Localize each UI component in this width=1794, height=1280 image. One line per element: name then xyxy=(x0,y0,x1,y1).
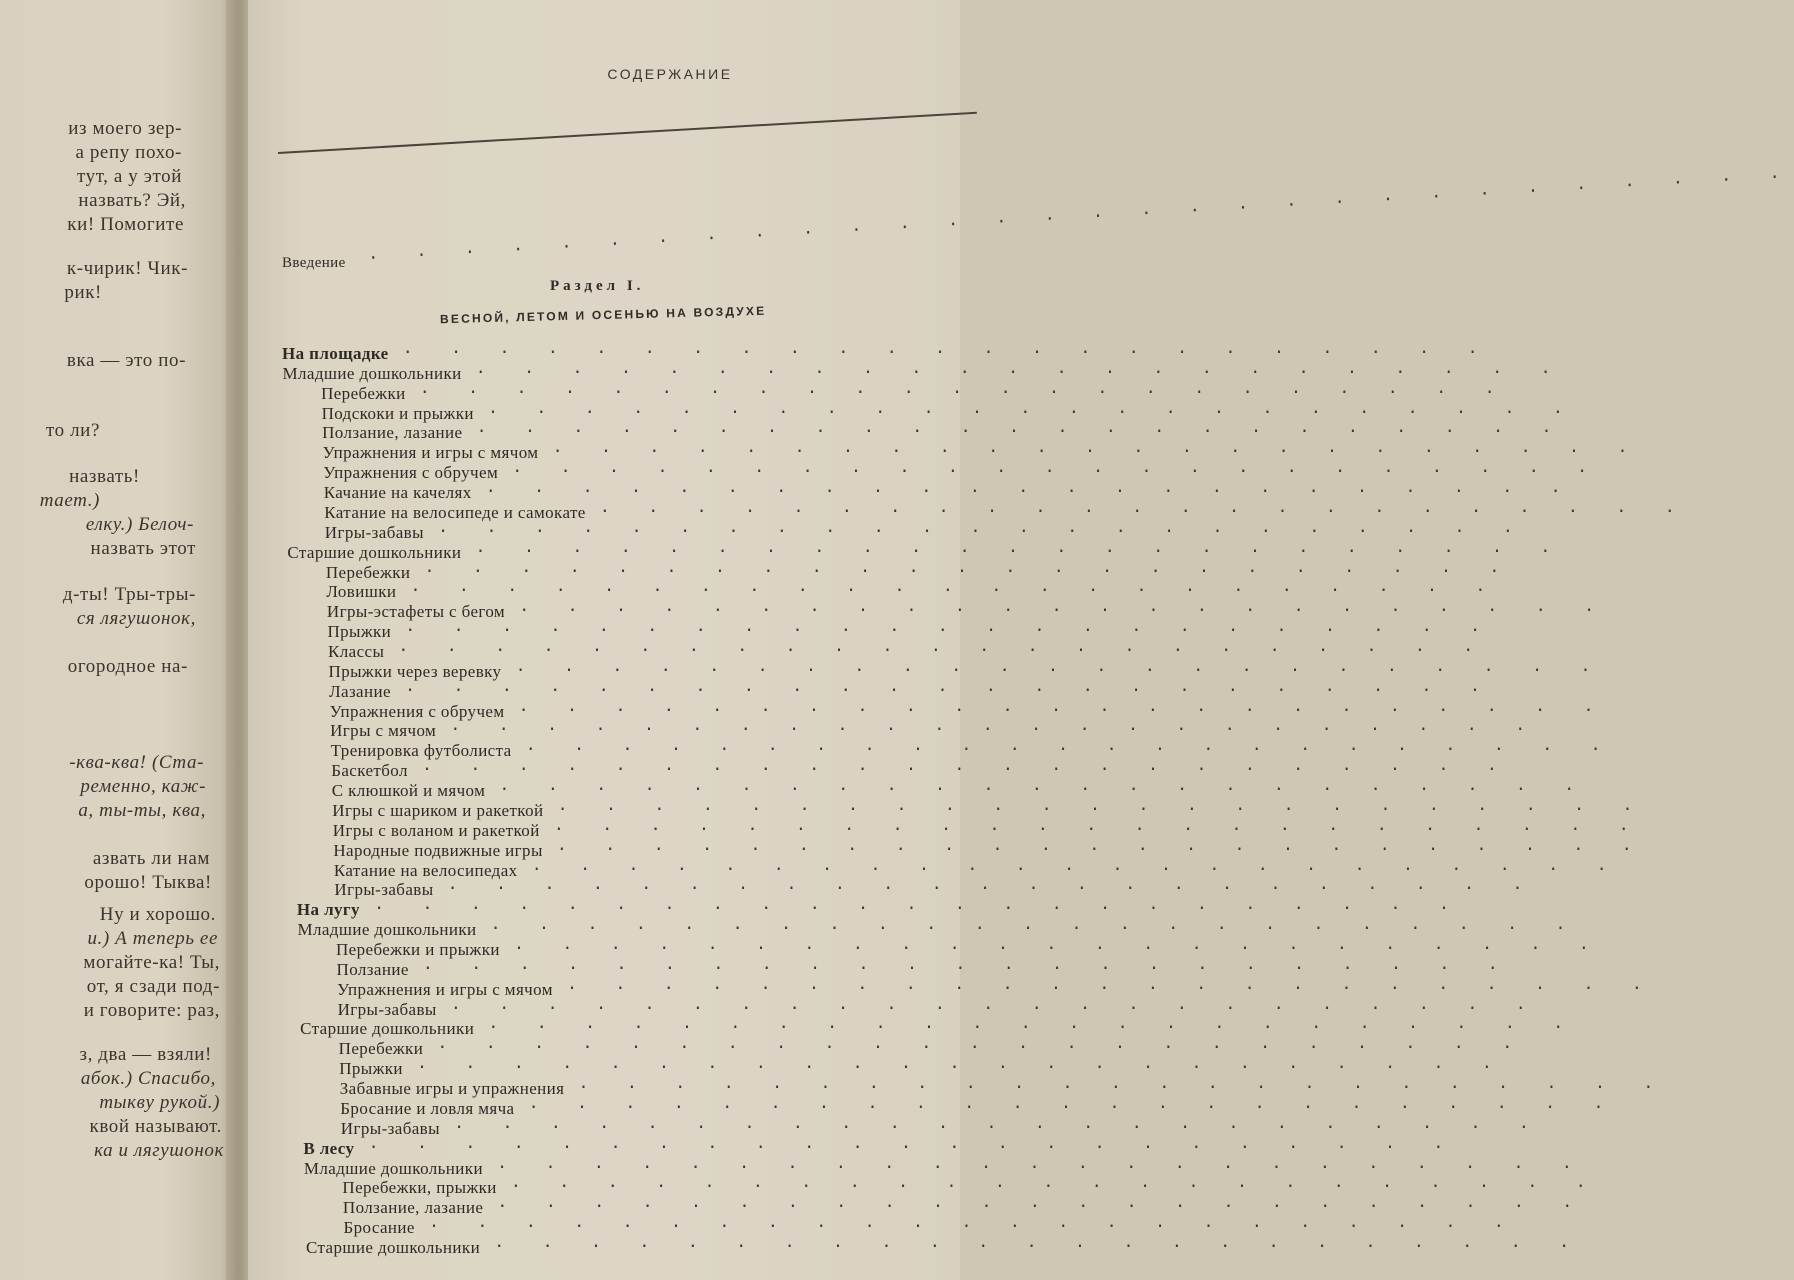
toc-entry: Перебежки xyxy=(338,1039,424,1059)
left-text-line: могайте-ка! Ты, xyxy=(83,952,220,973)
toc-entry: Классы xyxy=(328,642,385,661)
toc-leader: . . . . . . . . . . . . . . . . . . . . . . . xyxy=(485,479,1575,499)
left-text-line: и.) А теперь ее xyxy=(87,928,218,949)
toc-entry: Перебежки xyxy=(325,562,411,582)
toc-leader: . . . . . . . . . . . . . . . . . . . . . . . xyxy=(510,1174,1600,1194)
toc-leader: . . . . . . . . . . . . . . . . . . . . . . . xyxy=(557,796,1647,816)
toc-entry: Игры-забавы xyxy=(324,522,424,542)
toc-leader: . . . . . . . . . . . . . . . . . . . . . . . xyxy=(368,1134,1458,1154)
toc-entry: Упражнения и игры с мячом xyxy=(322,443,539,463)
toc-entry: Игры-забавы xyxy=(337,999,437,1019)
toc-leader: . . . . . . . . . . . . . . . . . . . . . . . xyxy=(424,558,1514,578)
toc-leader: . . . . . . . . . . . . . . . . . . . . . . . xyxy=(410,578,1500,598)
toc-entry: Игры-забавы xyxy=(334,880,434,900)
toc-leader: . . . . . . . . . . . . . . . . . . . . . . . xyxy=(476,419,1566,439)
toc-leader: . . . . . . . . . . . . . . . . . . . . . . . xyxy=(528,1094,1618,1114)
left-text-line: абок.) Спасибо, xyxy=(80,1068,216,1089)
toc-entry: Упражнения с обручем xyxy=(329,701,505,721)
toc-leader: . . . . . . . . . . . . . . . . . . . . . . . xyxy=(519,598,1609,618)
toc-leader: . . . . . . . . . . . . . . . . . . . . . . . xyxy=(453,1114,1544,1134)
left-text-line: ка и лягушонок xyxy=(94,1140,224,1161)
toc-section-heading: На площадке xyxy=(282,344,389,363)
toc-leader: . . . . . . . . . . . . . . . . . . . . . . . xyxy=(552,439,1642,459)
toc-leader: . . . . . . . . . . . . . . . . . . . . . . . xyxy=(513,936,1603,955)
toc-leader: . . . . . . . . . . . . . . . . . . . . . . . xyxy=(404,677,1495,697)
toc-leader: . . . . . . . . . . . . . . . . . . . . . . . xyxy=(490,916,1580,936)
left-text-line: ся лягушонок, xyxy=(76,608,196,629)
toc-leader: . . . . . . . . . . . . . . . . . . . . . . . xyxy=(488,1015,1578,1035)
toc-entry: Народные подвижные игры xyxy=(333,840,543,860)
left-text-line: из моего зер- xyxy=(68,118,182,139)
left-text-line: орошо! Тыква! xyxy=(84,872,212,893)
toc-entry: С клюшкой и мячом xyxy=(331,781,486,801)
toc-leader: . . . . . . . . . . . . . . . . . . . . . . . xyxy=(512,459,1602,479)
toc-entry: Упражнения и игры с мячом xyxy=(337,979,553,999)
toc-leader: . . . . . . . . . . . . . . . . . . . . . . . xyxy=(405,618,1495,638)
toc-entry: Ползание, лазание xyxy=(322,423,463,443)
left-text-line: а, ты-ты, ква, xyxy=(78,800,206,821)
toc-title: СОДЕРЖАНИЕ xyxy=(607,66,733,82)
toc-entry: Игры с воланом и ракеткой xyxy=(332,820,540,840)
left-page xyxy=(0,0,232,1280)
toc-entry: Тренировка футболиста xyxy=(330,741,512,761)
toc-leader: . . . . . . . . . . . . . . . . . . . . . . . xyxy=(398,638,1488,657)
toc-entry: Игры с шариком и ракеткой xyxy=(332,800,544,820)
left-text-line: назвать этот xyxy=(90,538,196,559)
toc-leader: . . . . . . . . . . . . . . . . . . . . . . . xyxy=(525,737,1615,757)
left-text-line: от, я сзади под- xyxy=(86,976,220,997)
toc-entry: Бросание xyxy=(343,1218,415,1238)
toc-leader: . . . . . . . . . . . . . . . . . . . . . . . xyxy=(447,876,1537,896)
toc-entry: Катание на велосипедах xyxy=(333,860,518,880)
left-text-line: вка — это по- xyxy=(66,350,186,371)
left-text-line: к-чирик! Чик- xyxy=(66,258,188,279)
toc-entry: Упражнения с обручем xyxy=(323,463,499,483)
title-rule xyxy=(278,112,977,154)
toc-group-heading: Младшие дошкольники xyxy=(297,920,477,940)
toc-entry: Бросание и ловля мяча xyxy=(340,1098,515,1118)
toc-leader: . . . . . . . . . . . . . . . . . . . . . . . xyxy=(599,498,1689,518)
toc-leader: . . . . . . . . . . . . . . . . . . . . . . . xyxy=(450,717,1540,737)
left-text-line: квой называют. xyxy=(89,1116,222,1137)
toc-leader: . . . . . . . . . . . . . . . . . . . . . . . xyxy=(422,955,1512,975)
toc-leader: . . . . . . . . . . . . . . . . . . . . . . . xyxy=(578,1075,1668,1095)
section-number: Раздел I. xyxy=(550,278,645,294)
toc-leader: . . . . . . . . . . . . . . . . . . . . . . . xyxy=(499,777,1589,797)
toc-leader: . . . . . . . . . . . . . . . . . . . . . . . xyxy=(437,1035,1527,1055)
toc-entry: Забавные игры и упражнения xyxy=(339,1079,565,1099)
toc-leader: . . . . . . . . . . . . . . . . . . . . . . . xyxy=(428,1214,1518,1234)
toc-section-heading: В лесу xyxy=(303,1138,355,1158)
toc-group-heading: Старшие дошкольники xyxy=(306,1238,481,1257)
toc-leader: . . . . . . . . . . . . . . . . . . . . . . . xyxy=(518,697,1608,717)
left-text-line: тыкву рукой.) xyxy=(99,1092,220,1113)
toc-leader: . . . . . . . . . . . . . . . . . . . . . . . xyxy=(421,757,1511,777)
toc-leader: . . . . . . . . . . . . . . . . . . . . . . . xyxy=(515,657,1605,677)
left-text-line: а репу похо- xyxy=(75,142,182,163)
toc-entry: Перебежки, прыжки xyxy=(342,1178,497,1198)
toc-intro: Введение xyxy=(282,255,346,271)
toc-entry: Подскоки и прыжки xyxy=(321,403,474,423)
toc-leader: . . . . . . . . . . . . . . . . . . . . . . . xyxy=(475,359,1565,379)
left-text-line: Ну и хорошо. xyxy=(99,904,216,925)
left-text-line: и говорите: раз, xyxy=(83,1000,220,1021)
toc-leader: . . . . . . . . . . . . . . . . . . . . . . . xyxy=(553,816,1643,836)
toc-leader: . . . . . . . . . . . . . . . . . . . . . . . xyxy=(437,518,1528,538)
left-text-line: д-ты! Тры-тры- xyxy=(62,584,196,605)
toc-leader: . . . . . . . . . . . . . . . . . . . . . . . xyxy=(556,836,1646,856)
left-text-line: ки! Помогите xyxy=(67,214,184,235)
toc-entry: Ползание, лазание xyxy=(342,1198,484,1218)
right-page xyxy=(248,0,1794,1280)
toc-entry: Прыжки xyxy=(339,1059,403,1079)
toc-group-heading: Старшие дошкольники xyxy=(300,1019,475,1039)
toc-section-heading: На лугу xyxy=(296,900,360,920)
left-text-line: тут, а у этой xyxy=(76,166,182,187)
toc-entry: Перебежки и прыжки xyxy=(336,940,500,959)
section-title: ВЕСНОЙ, ЛЕТОМ И ОСЕНЬЮ НА ВОЗДУХЕ xyxy=(439,303,767,327)
toc-leader: . . . . . . . . . . . . . . . . . . . . . . . xyxy=(497,1194,1587,1214)
toc-group-heading: Младшие дошкольники xyxy=(282,363,462,383)
toc-leader: . . . . . . . . . . . . . . . . . . . . . . . xyxy=(373,896,1464,916)
left-text-line: назвать! xyxy=(69,466,140,487)
toc-entry: Катание на велосипеде и самокате xyxy=(324,502,586,522)
toc-leader: . . . . . . . . . . . . . . . . . . . . . . . xyxy=(566,975,1656,995)
left-text-line: тает.) xyxy=(39,490,100,511)
toc-leader: . . . . . . . . . . . . . . . . . . . . . . . xyxy=(416,1055,1506,1075)
toc-leader: . . . . . . . . . . . . . . . . . . . . . . . xyxy=(487,399,1577,419)
toc-leader: . . . . . . . . . . . . . . . . . . . . . . . . . . . . . . xyxy=(367,163,1794,265)
toc-group-heading: Старшие дошкольники xyxy=(287,542,462,562)
left-text-line: азвать ли нам xyxy=(92,848,210,869)
toc-entry: Ползание xyxy=(336,959,409,979)
toc-entry: Ловишки xyxy=(326,582,397,602)
left-text-line: елку.) Белоч- xyxy=(85,514,194,535)
toc-entry: Перебежки xyxy=(321,383,406,403)
toc-entry: Игры с мячом xyxy=(330,721,437,741)
left-text-line: -ква-ква! (Ста- xyxy=(69,752,204,773)
toc-entry: Качание на качелях xyxy=(323,483,472,503)
toc-entry: Баскетбол xyxy=(331,761,408,781)
toc-leader: . . . . . . . . . . . . . . . . . . . . . . . xyxy=(496,1154,1587,1174)
left-text-line: з, два — взяли! xyxy=(79,1044,212,1065)
left-text-line: рик! xyxy=(64,282,102,303)
toc-leader: . . . . . . . . . . . . . . . . . . . . . . . xyxy=(531,856,1621,876)
toc-entry: Игры-эстафеты с бегом xyxy=(326,602,506,622)
toc-entry: Прыжки xyxy=(327,622,392,642)
toc-leader: . . . . . . . . . . . . . . . . . . . . . . . xyxy=(494,1234,1584,1253)
left-text-line: ременно, каж- xyxy=(80,776,206,797)
left-text-line: огородное на- xyxy=(67,656,188,677)
left-text-line: назвать? Эй, xyxy=(78,190,186,211)
toc-leader: . . . . . . . . . . . . . . . . . . . . . . . xyxy=(450,995,1540,1015)
left-text-line: то ли? xyxy=(46,420,100,441)
toc-leader: . . . . . . . . . . . . . . . . . . . . . . . xyxy=(402,340,1492,359)
toc-entry: Прыжки через веревку xyxy=(328,661,502,681)
toc-entry: Игры-забавы xyxy=(340,1118,440,1138)
toc-leader: . . . . . . . . . . . . . . . . . . . . . . . xyxy=(419,379,1509,399)
toc-group-heading: Младшие дошкольники xyxy=(303,1158,483,1178)
toc-entry: Лазание xyxy=(329,681,391,701)
toc-leader: . . . . . . . . . . . . . . . . . . . . . . . xyxy=(475,538,1565,558)
